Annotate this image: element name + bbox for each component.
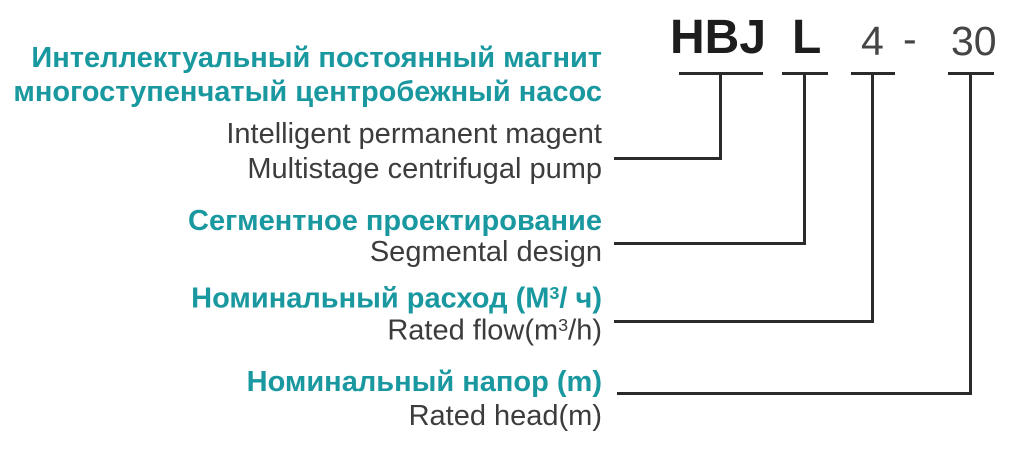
label-head-en: Rated head(m)	[408, 400, 602, 432]
label-series-en-line1: Intelligent permanent magent	[226, 118, 602, 150]
model-code-flow-value: 4	[861, 18, 884, 64]
connector-line-head	[617, 392, 972, 395]
vertical-line-flow	[871, 72, 874, 323]
label-flow-ru	[191, 284, 602, 314]
vertical-line-series	[719, 72, 722, 160]
label-flow-en-prefix: Rated flow(m	[387, 314, 559, 347]
label-design-ru: Сегментное проектирование	[188, 205, 602, 237]
label-flow-ru-prefix: Номинальный расход (М	[191, 282, 550, 315]
label-flow-ru-superscript: 3	[549, 283, 560, 303]
model-code-head-value: 30	[951, 18, 997, 64]
connector-line-series	[614, 157, 722, 160]
label-head-ru: Номинальный напор (m)	[246, 366, 602, 398]
label-series-ru-line1: Интеллектуальный постоянный магнит	[31, 42, 602, 74]
label-flow-en-suffix: /h)	[568, 314, 602, 347]
connector-line-flow	[614, 320, 874, 323]
label-flow-ru-suffix: / ч)	[559, 282, 602, 315]
label-design-en: Segmental design	[369, 236, 602, 268]
vertical-line-head	[969, 72, 972, 395]
vertical-line-design	[803, 72, 806, 245]
connector-line-design	[614, 242, 806, 245]
label-flow-en-superscript: 3	[558, 315, 569, 335]
model-code-design: L	[792, 11, 822, 64]
model-code-series: HBJ	[670, 11, 767, 64]
label-series-en-line2: Multistage centrifugal pump	[247, 153, 602, 185]
label-series-ru-line2: многоступенчатый центробежный насос	[13, 76, 602, 108]
label-flow-en	[387, 316, 602, 346]
model-code-separator: -	[903, 16, 917, 62]
